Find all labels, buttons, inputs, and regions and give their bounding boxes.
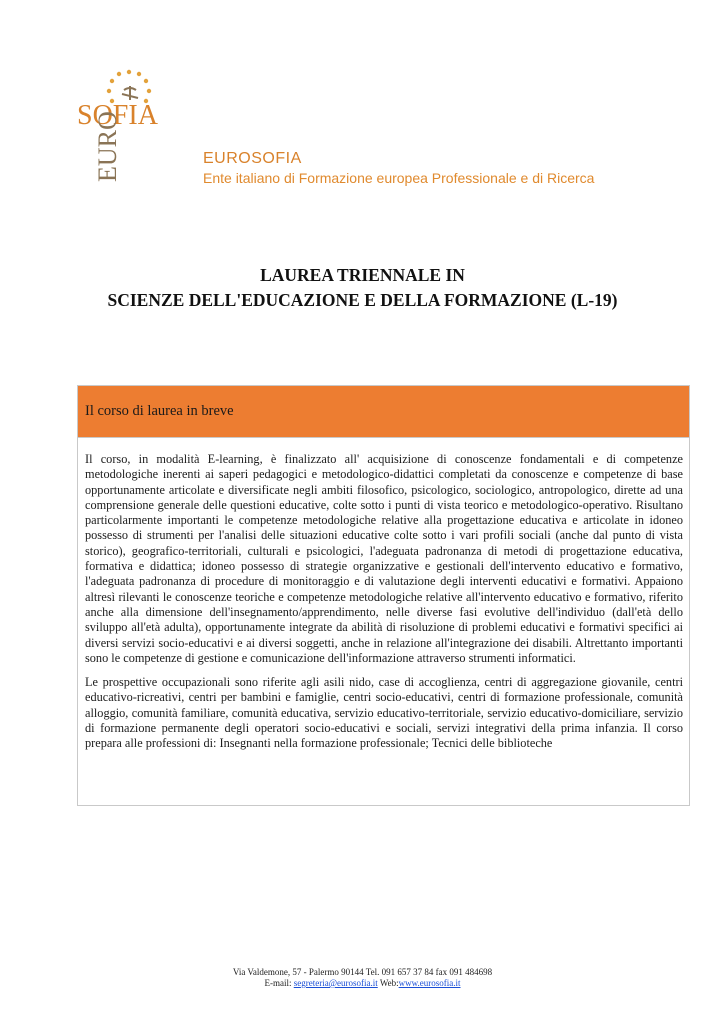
- page-footer: [0, 967, 725, 989]
- footer-contacts: [0, 978, 725, 989]
- footer-web-link[interactable]: www.eurosofia.it: [398, 978, 461, 988]
- footer-address: Via Valdemone, 57 - Palermo 90144 Tel. 091 657 37 84 fax 091 484698: [232, 967, 493, 977]
- career-prospects-paragraph: Le prospettive occupazionali sono riferite agli asili nido, case di accoglienza, centri di aggregazione giovanile, centri educativo-ricreativi, centri per bambini e famiglie, centri socio-educativi, centri di formazione professionale, comunità alloggio, comunità familiare, comunità educativa, servizio educativo-territoriale, servizio educativo-domiciliare, servizio di formazione permanente degli operatori socio-educativi e sociali, servizi integrativi della prima infanzia. Il corso prepara alle professioni di: Insegnanti nella formazione professionale; Tecnici delle biblioteche: [85, 675, 683, 751]
- brand-subtitle: Ente italiano di Formazione europea Professionale e di Ricerca: [203, 170, 595, 186]
- eurosofia-logo-icon: [72, 64, 187, 194]
- course-summary-body: [78, 438, 689, 752]
- footer-email-label: E-mail:: [264, 978, 294, 988]
- brand-name: EUROSOFIA: [203, 150, 302, 167]
- course-description-paragraph: Il corso, in modalità E-learning, è finalizzato all' acquisizione di conoscenze fondamentali e di competenze metodologiche inerenti ai saperi pedagogici e metodologico-didattici completati da conoscenze e competenze di base opportunamente articolate e diversificate negli ambiti filosofico, psicologico, sociologico, antropologico, dirette ad una comprensione generale delle questioni educative, colte sotto i punti di vista teorico e metodologico-operativo. Risultano particolarmente importanti le competenze metodologiche relative alla progettazione educativa e articolate in idoneo possesso di strumenti per l'analisi delle situazioni educative colte sotto i vari profili sociali (anche dal punto di vista storico), geografico-territoriali, culturali e psicologici, l'adeguata padronanza di metodi di progettazione educativa, formativa e didattica; idoneo possesso di strategie organizzative e gestionali dell'intervento educativo e formativo, l'adeguata padronanza di procedure di monitoraggio e di valutazione degli interventi educativi e formativi. Appaiono altresì rilevanti le conoscenze teoriche e competenze metodologiche relative all'intervento educativo e formativo, riferito anche alla dimensione dell'insegnamento/apprendimento, nelle diverse fasi evolutive dell'individuo (dall'età dello sviluppo all'età adulta), opportunamente integrate da abilità di risoluzione di problemi educativi e formativi specifici ai diversi servizi socio-educativi e ai diversi soggetti, anche in relazione all'integrazione dei disabili. Altrettanto importanti sono le competenze di gestione e comunicazione dell'informazione attraverso strumenti informatici.: [85, 452, 683, 665]
- footer-web-label: Web:: [377, 978, 399, 988]
- brand-block: [203, 150, 594, 187]
- title-line-1: LAUREA TRIENNALE IN: [260, 265, 465, 285]
- page-title: [0, 263, 725, 313]
- logo-text-sofia: SOFIA: [77, 100, 158, 131]
- title-line-2: SCIENZE DELL'EDUCAZIONE E DELLA FORMAZIONE (L-19): [107, 290, 618, 310]
- course-summary-heading: Il corso di laurea in breve: [78, 386, 689, 438]
- logo-text-euro: EURO: [93, 111, 122, 182]
- footer-email-link[interactable]: segreteria@eurosofia.it: [293, 978, 378, 988]
- eurosofia-logo: [72, 64, 187, 194]
- figure-icon: [122, 86, 138, 100]
- course-summary-box: [77, 385, 690, 806]
